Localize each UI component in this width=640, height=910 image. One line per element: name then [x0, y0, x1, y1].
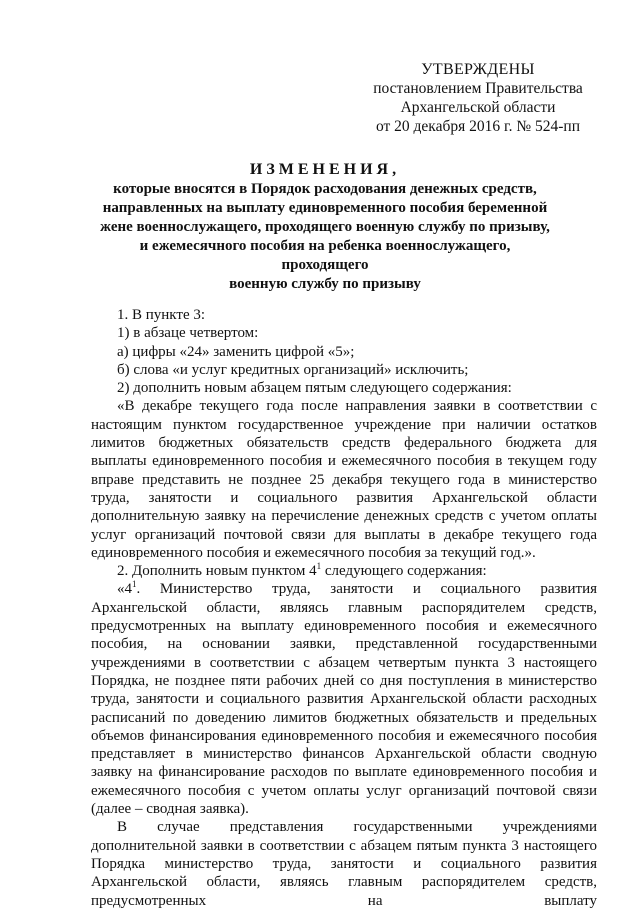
point-4-1-text: . Министерство труда, занятости и социального развития Архангельской области, являясь главным распорядителем средств, предусмотренных на выплату единовременного пособия и ежемесячного пособия, на основании заявки, представленной государственными учреждениями в соответствии с абзацем четвертым пункта 3 настоящего Порядка, не позднее пяти рабочих дней со дня поступления в министерство труда, занятости и социального развития Архангельской области расходных расписаний по доведению лимитов бюджетных обязательств и предельных объемов финансирования единовременного пособия и ежемесячного пособия представляет в министерство финансов Архангельской области сводную заявку на финансирование расходов по выплате единовременного пособия и ежемесячного пособия с учетом оплаты услуг организаций почтовой связи (далее – сводная заявка). [91, 581, 597, 818]
approval-line-2: Архангельской области [400, 99, 556, 116]
paragraph-additional-request: В случае представления государственными учреждениями дополнительной заявки в соответствии с абзацем пятым пункта 3 настоящего Порядка министерство труда, занятости и социального развития Архангельской области, являясь главным распорядителем средств, предусмотренных на выплату [91, 819, 597, 909]
paragraph-subitem-b: б) слова «и услуг кредитных организаций» исключить; [117, 361, 469, 378]
heading-line-3: жене военнослужащего, проходящего военную службу по призыву, [100, 219, 550, 235]
approval-title: УТВЕРЖДЕНЫ [421, 61, 535, 78]
heading-line-4: и ежемесячного пособия на ребенка военнослужащего, проходящего [139, 238, 511, 273]
document-body [91, 306, 597, 910]
paragraph-subitem-1: 1) в абзаце четвертом: [117, 325, 259, 342]
approval-block [368, 60, 588, 136]
item-2-superscript: 1 [316, 561, 322, 572]
heading-title: ИЗМЕНЕНИЯ, [249, 161, 401, 178]
paragraph-item-2 [91, 562, 597, 580]
heading-line-2: направленных на выплату единовременного пособия беременной [102, 200, 548, 216]
heading-line-5: военную службу по призыву [229, 276, 421, 292]
item-2-text: 2. Дополнить новым пунктом 4 [117, 563, 317, 580]
approval-line-1: постановлением Правительства [373, 80, 583, 97]
paragraph-new-fifth: «В декабре текущего года после направления заявки в соответствии с настоящим пунктом государственное учреждение при наличии остатков лимитов бюджетных обязательств средств федерального бюджета для выплаты единовременного пособия и ежемесячного пособия в текущем году вправе представить не позднее 25 декабря текущего года в министерство труда, занятости и социального развития Архангельской области дополнительную заявку на перечисление денежных средств с учетом оплаты услуг организаций почтовой связи для выплаты в декабре текущего года единовременного пособия и ежемесячного пособия за текущий год.». [91, 398, 597, 561]
paragraph-subitem-a: а) цифры «24» заменить цифрой «5»; [117, 343, 355, 360]
paragraph-point-4-1 [91, 580, 597, 818]
document-heading [95, 160, 555, 294]
paragraph-subitem-2: 2) дополнить новым абзацем пятым следующего содержания: [117, 380, 512, 397]
heading-line-1: которые вносятся в Порядок расходования денежных средств, [113, 181, 537, 197]
approval-line-3: от 20 декабря 2016 г. № 524-пп [375, 118, 581, 135]
paragraph-item-1: 1. В пункте 3: [117, 307, 206, 323]
item-2-text-end: следующего содержания: [321, 563, 487, 580]
point-4-1-superscript: 1 [132, 579, 137, 590]
point-4-1-number: «4 [117, 581, 132, 598]
